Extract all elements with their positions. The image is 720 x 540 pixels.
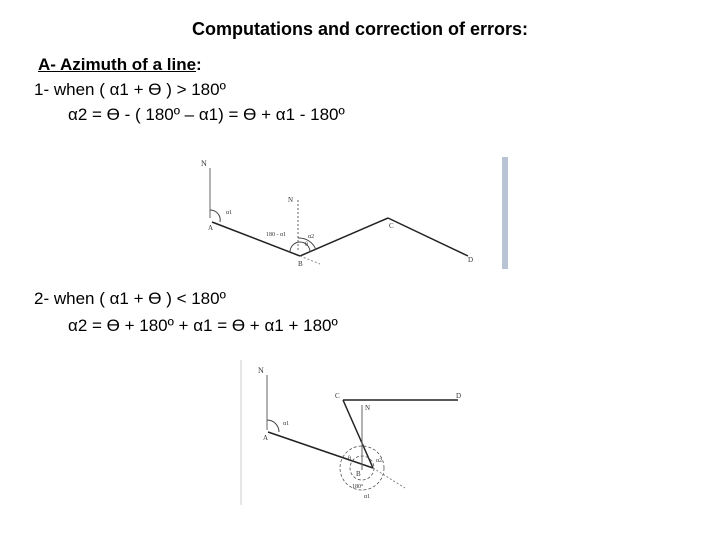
case1-formula: α2 = Ɵ - ( 180º – α1) = Ɵ + α1 - 180º	[68, 105, 345, 124]
fig2-alpha1: α1	[283, 421, 290, 427]
case1-condition: 1- when ( α1 + Ɵ ) > 180º	[34, 80, 226, 99]
fig2-theta: θ	[348, 456, 351, 462]
fig2-north-b-label: N	[365, 404, 371, 412]
fig1-alpha2: α2	[308, 234, 315, 240]
fig1-north-label: N	[201, 159, 207, 168]
section-heading-colon: :	[196, 55, 202, 74]
fig2-line-ab	[268, 432, 373, 468]
fig2-ab-extension	[373, 468, 405, 488]
fig2-north-label: N	[258, 366, 264, 375]
fig2-point-a: A	[263, 434, 269, 442]
fig1-point-a: A	[208, 224, 214, 232]
fig1-alpha1: α1	[226, 210, 233, 216]
page-title: Computations and correction of errors:	[191, 19, 529, 39]
fig2-point-d: D	[456, 392, 462, 400]
fig2-point-c: C	[335, 392, 340, 400]
fig2-point-b: B	[356, 470, 361, 478]
fig1-point-c: C	[389, 222, 394, 230]
fig1-point-b: B	[298, 260, 303, 268]
fig1-theta: θ	[305, 242, 308, 248]
fig1-angle-label: 180 - α1	[266, 232, 287, 238]
fig2-alpha1-b: α1	[364, 494, 371, 500]
fig1-point-d: D	[468, 256, 474, 264]
case2-formula: α2 = Ɵ + 180º + α1 = Ɵ + α1 + 180º	[68, 316, 338, 335]
fig2-alpha2: α2	[376, 458, 383, 464]
fig2-deg180: 180°	[352, 484, 364, 490]
section-heading-text: A- Azimuth of a line	[38, 55, 197, 74]
fig2-alpha1-arc	[267, 420, 279, 432]
case2-condition: 2- when ( α1 + Ɵ ) < 180º	[34, 289, 226, 308]
fig1-north-b-label: N	[288, 196, 294, 204]
